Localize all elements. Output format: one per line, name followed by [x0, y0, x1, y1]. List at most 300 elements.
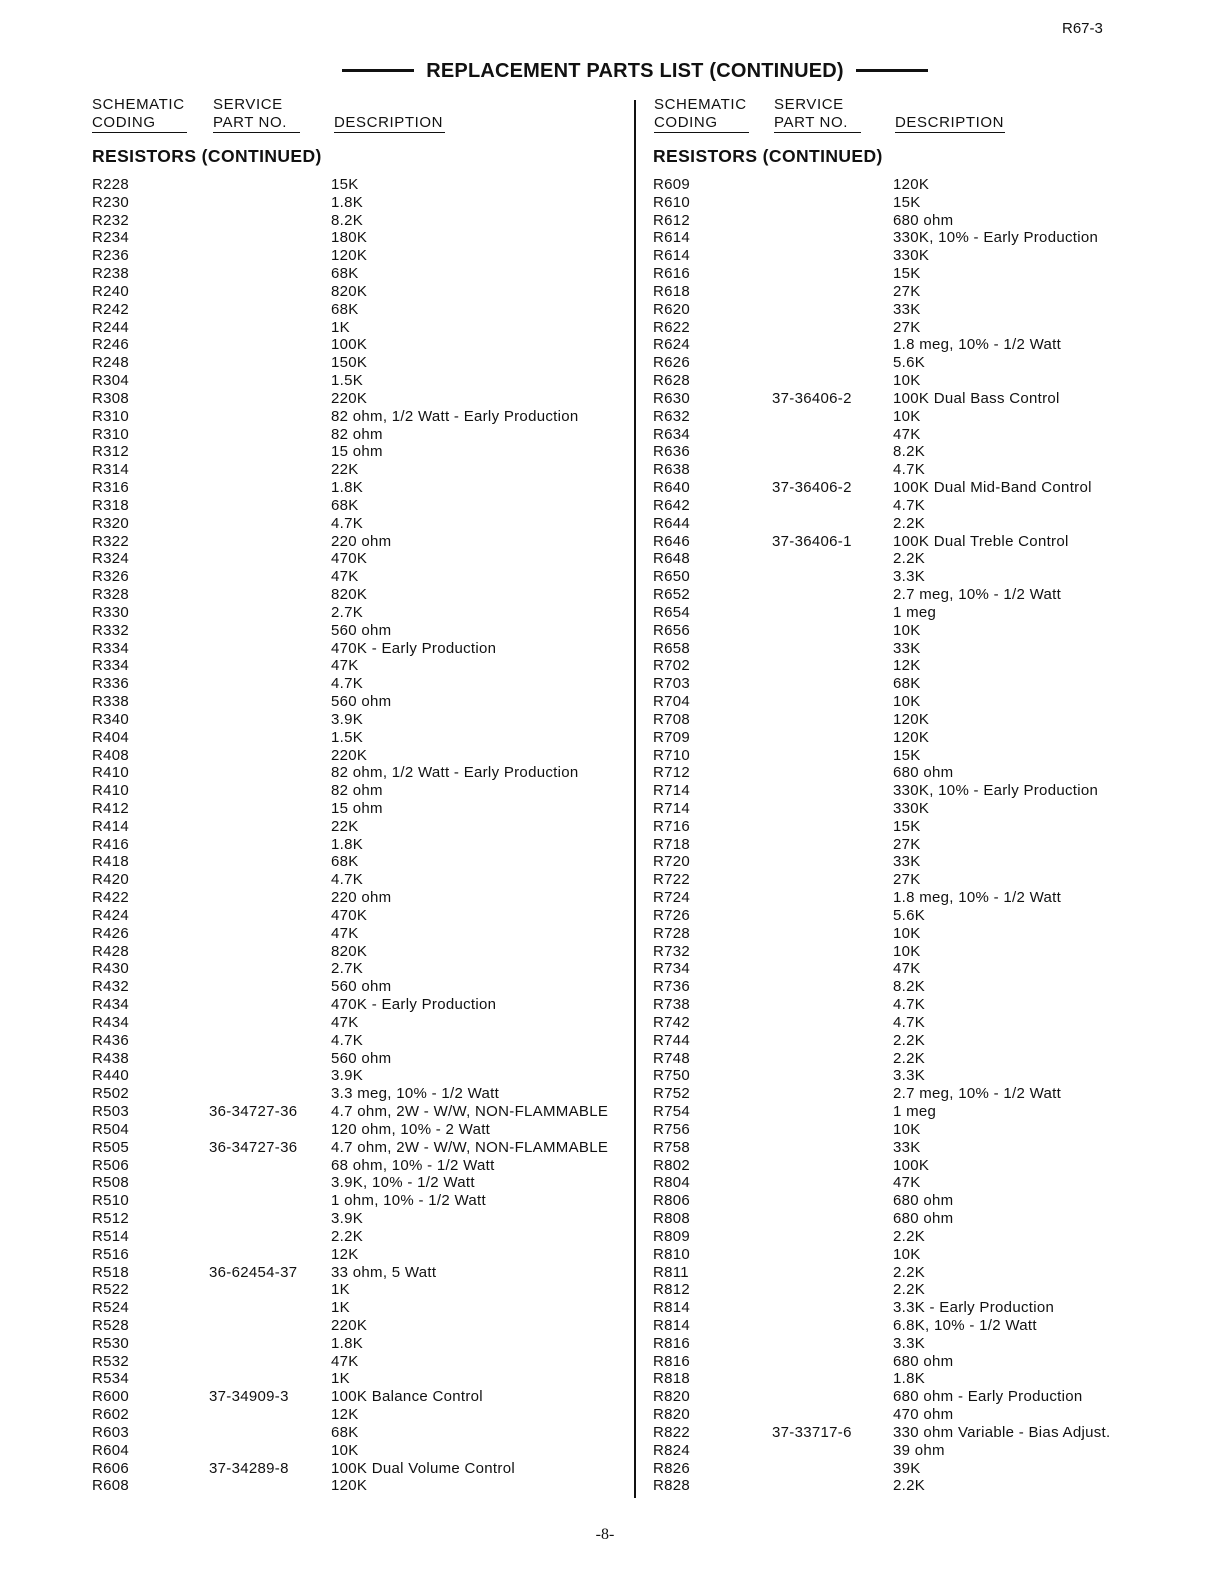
parts-row	[653, 1281, 1133, 1299]
schematic-code: R828	[653, 1477, 691, 1495]
parts-row	[653, 640, 1133, 658]
schematic-code: R654	[653, 603, 691, 621]
schematic-code: R312	[92, 443, 130, 461]
schematic-code: R228	[92, 176, 130, 193]
schematic-code: R614	[653, 229, 691, 247]
schematic-code: R609	[653, 176, 691, 193]
schematic-code: R336	[92, 675, 130, 693]
service-part-number: 37-36406-2	[772, 389, 852, 407]
part-description: 1.8K	[331, 1334, 364, 1352]
schematic-code: R820	[653, 1388, 691, 1406]
part-description: 470K - Early Production	[331, 996, 497, 1014]
part-description: 330K	[893, 247, 930, 265]
part-description: 5.6K	[893, 906, 926, 924]
parts-row	[92, 604, 627, 622]
parts-row	[92, 1388, 627, 1406]
parts-row	[92, 176, 627, 194]
parts-row	[92, 1032, 627, 1050]
schematic-code: R410	[92, 782, 130, 800]
service-part-number: 37-33717-6	[772, 1423, 852, 1441]
schematic-code: R232	[92, 211, 130, 229]
header-text: SCHEMATIC	[92, 96, 185, 113]
parts-row	[653, 1299, 1133, 1317]
schematic-code: R814	[653, 1299, 691, 1317]
schematic-code: R420	[92, 871, 130, 889]
part-description: 470K - Early Production	[331, 639, 497, 657]
schematic-code: R440	[92, 1067, 130, 1085]
schematic-code: R804	[653, 1174, 691, 1192]
part-description: 2.2K	[893, 1477, 926, 1495]
schematic-code: R522	[92, 1281, 130, 1299]
schematic-code: R412	[92, 799, 130, 817]
part-description: 4.7K	[893, 461, 926, 479]
schematic-code: R506	[92, 1156, 130, 1174]
parts-row	[653, 622, 1133, 640]
schematic-code: R658	[653, 639, 691, 657]
schematic-code: R818	[653, 1370, 691, 1388]
part-description: 27K	[893, 835, 921, 853]
schematic-code: R334	[92, 657, 130, 675]
schematic-code: R505	[92, 1138, 130, 1156]
part-description: 4.7K	[893, 1013, 926, 1031]
part-description: 15K	[893, 746, 921, 764]
schematic-code: R310	[92, 425, 130, 443]
part-description: 560 ohm	[331, 978, 392, 996]
parts-row	[92, 675, 627, 693]
part-description: 4.7 ohm, 2W - W/W, NON-FLAMMABLE	[331, 1103, 609, 1121]
part-description: 8.2K	[893, 443, 926, 461]
schematic-code: R638	[653, 461, 691, 479]
parts-row	[92, 978, 627, 996]
parts-row	[92, 1460, 627, 1478]
part-description: 220K	[331, 1317, 368, 1334]
parts-row	[92, 568, 627, 586]
parts-row	[653, 675, 1133, 693]
schematic-code: R652	[653, 586, 691, 604]
schematic-code: R324	[92, 550, 130, 568]
part-description: 3.3K	[893, 568, 926, 586]
part-description: 220K	[331, 389, 368, 407]
parts-row	[92, 1050, 627, 1068]
parts-row	[653, 943, 1133, 961]
part-description: 47K	[893, 1174, 921, 1192]
schematic-code: R808	[653, 1210, 691, 1228]
schematic-code: R240	[92, 282, 130, 300]
parts-row	[92, 925, 627, 943]
parts-row	[653, 194, 1133, 212]
parts-row	[92, 1174, 627, 1192]
parts-row	[653, 408, 1133, 426]
schematic-code: R608	[92, 1477, 130, 1495]
part-description: 100K Dual Mid-Band Control	[893, 479, 1092, 497]
part-description: 33 ohm, 5 Watt	[331, 1263, 437, 1281]
parts-row	[653, 372, 1133, 390]
schematic-code: R640	[653, 479, 691, 497]
schematic-code: R610	[653, 193, 691, 211]
part-description: 10K	[893, 942, 921, 960]
schematic-code: R724	[653, 889, 691, 907]
part-description: 1K	[331, 1299, 350, 1317]
parts-row	[653, 461, 1133, 479]
part-description: 68K	[331, 1423, 359, 1441]
parts-row	[92, 390, 627, 408]
parts-row	[653, 336, 1133, 354]
schematic-code: R634	[653, 425, 691, 443]
schematic-code: R816	[653, 1352, 691, 1370]
part-description: 1 meg	[893, 1103, 937, 1121]
schematic-code: R503	[92, 1103, 130, 1121]
header-text: DESCRIPTION	[334, 114, 444, 131]
schematic-code: R626	[653, 354, 691, 372]
parts-row	[92, 1157, 627, 1175]
part-description: 1.5K	[331, 728, 364, 746]
schematic-code: R622	[653, 318, 691, 336]
part-description: 330K	[893, 799, 930, 817]
part-description: 100K Dual Volume Control	[331, 1459, 515, 1477]
parts-row	[92, 729, 627, 747]
part-description: 3.9K	[331, 1067, 364, 1085]
schematic-code: R244	[92, 318, 130, 336]
schematic-code: R322	[92, 532, 130, 550]
part-description: 4.7K	[331, 1031, 364, 1049]
parts-row	[92, 497, 627, 515]
parts-row	[92, 1139, 627, 1157]
schematic-code: R534	[92, 1370, 130, 1388]
page-title-bar	[0, 60, 1221, 83]
schematic-code: R326	[92, 568, 130, 586]
parts-row	[92, 1246, 627, 1264]
schematic-code: R624	[653, 336, 691, 354]
parts-row	[653, 426, 1133, 444]
parts-row	[92, 1424, 627, 1442]
parts-row	[653, 1353, 1133, 1371]
schematic-code: R238	[92, 265, 130, 283]
part-description: 1 ohm, 10% - 1/2 Watt	[331, 1192, 486, 1210]
parts-row	[653, 265, 1133, 283]
schematic-code: R410	[92, 764, 130, 782]
part-description: 47K	[331, 657, 359, 675]
schematic-code: R714	[653, 782, 691, 800]
schematic-code: R756	[653, 1120, 691, 1138]
schematic-code: R340	[92, 710, 130, 728]
part-description: 100K	[893, 1156, 930, 1174]
parts-row	[92, 1335, 627, 1353]
part-description: 1K	[331, 318, 350, 336]
schematic-code: R408	[92, 746, 130, 764]
schematic-code: R732	[653, 942, 691, 960]
part-description: 680 ohm - Early Production	[893, 1388, 1083, 1406]
part-description: 22K	[331, 817, 359, 835]
part-description: 82 ohm, 1/2 Watt - Early Production	[331, 764, 579, 782]
part-description: 33K	[893, 853, 921, 871]
part-description: 82 ohm	[331, 782, 383, 800]
parts-row	[92, 194, 627, 212]
part-description: 10K	[893, 1120, 921, 1138]
parts-row	[92, 1299, 627, 1317]
schematic-code: R606	[92, 1459, 130, 1477]
parts-row	[92, 782, 627, 800]
schematic-coding-header	[654, 96, 749, 133]
part-description: 1K	[331, 1281, 350, 1299]
part-description: 3.3K	[893, 1334, 926, 1352]
parts-row	[653, 693, 1133, 711]
header-text: PART NO.	[213, 114, 300, 133]
parts-row	[92, 533, 627, 551]
parts-row	[92, 1103, 627, 1121]
schematic-code: R600	[92, 1388, 130, 1406]
part-description: 3.9K	[331, 1210, 364, 1228]
part-description: 100K Balance Control	[331, 1388, 483, 1406]
schematic-code: R316	[92, 479, 130, 497]
parts-row	[653, 212, 1133, 230]
schematic-code: R708	[653, 710, 691, 728]
part-description: 120 ohm, 10% - 2 Watt	[331, 1120, 491, 1138]
parts-column-left	[92, 96, 627, 1495]
parts-row	[92, 1067, 627, 1085]
schematic-code: R810	[653, 1245, 691, 1263]
schematic-code: R642	[653, 496, 691, 514]
part-description: 1.8 meg, 10% - 1/2 Watt	[893, 889, 1062, 907]
parts-row	[92, 871, 627, 889]
schematic-code: R736	[653, 978, 691, 996]
schematic-code: R528	[92, 1317, 130, 1334]
parts-row	[92, 354, 627, 372]
schematic-code: R812	[653, 1281, 691, 1299]
schematic-code: R434	[92, 996, 130, 1014]
part-description: 2.2K	[893, 1031, 926, 1049]
schematic-code: R644	[653, 514, 691, 532]
parts-row	[653, 1210, 1133, 1228]
parts-row	[92, 479, 627, 497]
title-rule-right	[856, 69, 928, 72]
schematic-code: R422	[92, 889, 130, 907]
schematic-code: R516	[92, 1245, 130, 1263]
schematic-code: R618	[653, 282, 691, 300]
schematic-code: R752	[653, 1085, 691, 1103]
parts-row	[653, 1067, 1133, 1085]
parts-row	[92, 1477, 627, 1495]
parts-row	[653, 568, 1133, 586]
parts-row	[653, 1264, 1133, 1282]
parts-row	[653, 1424, 1133, 1442]
parts-row	[653, 1317, 1133, 1335]
header-text: SERVICE	[774, 96, 844, 113]
part-description: 82 ohm	[331, 425, 383, 443]
part-description: 680 ohm	[893, 764, 954, 782]
parts-row	[92, 800, 627, 818]
part-description: 8.2K	[893, 978, 926, 996]
parts-row	[92, 319, 627, 337]
schematic-code: R811	[653, 1263, 689, 1281]
part-description: 1K	[331, 1370, 350, 1388]
part-description: 3.9K, 10% - 1/2 Watt	[331, 1174, 475, 1192]
schematic-code: R628	[653, 372, 691, 390]
parts-row	[653, 657, 1133, 675]
schematic-code: R404	[92, 728, 130, 746]
part-description: 2.7 meg, 10% - 1/2 Watt	[893, 586, 1062, 604]
schematic-code: R656	[653, 621, 691, 639]
schematic-code: R816	[653, 1334, 691, 1352]
parts-list	[653, 176, 1133, 1495]
part-description: 2.7 meg, 10% - 1/2 Watt	[893, 1085, 1062, 1103]
schematic-code: R632	[653, 407, 691, 425]
parts-row	[653, 533, 1133, 551]
parts-row	[92, 889, 627, 907]
part-description: 820K	[331, 282, 368, 300]
schematic-code: R532	[92, 1352, 130, 1370]
description-header	[334, 114, 445, 133]
part-description: 1.5K	[331, 372, 364, 390]
part-description: 2.2K	[893, 514, 926, 532]
part-description: 120K	[893, 728, 930, 746]
part-description: 560 ohm	[331, 693, 392, 711]
section-title: RESISTORS (CONTINUED)	[653, 146, 883, 166]
schematic-code: R718	[653, 835, 691, 853]
service-part-number: 37-36406-1	[772, 532, 852, 550]
schematic-code: R332	[92, 621, 130, 639]
part-description: 100K Dual Bass Control	[893, 389, 1060, 407]
service-part-number: 37-34289-8	[209, 1459, 289, 1477]
part-description: 5.6K	[893, 354, 926, 372]
schematic-code: R712	[653, 764, 691, 782]
header-text: SERVICE	[213, 96, 283, 113]
parts-row	[92, 1370, 627, 1388]
part-description: 15K	[331, 176, 359, 193]
schematic-code: R738	[653, 996, 691, 1014]
part-description: 12K	[331, 1406, 359, 1424]
part-description: 22K	[331, 461, 359, 479]
schematic-code: R630	[653, 389, 691, 407]
service-part-number: 36-62454-37	[209, 1263, 298, 1281]
part-description: 2.2K	[331, 1227, 364, 1245]
schematic-code: R802	[653, 1156, 691, 1174]
parts-row	[92, 747, 627, 765]
parts-row	[92, 657, 627, 675]
part-description: 4.7K	[893, 496, 926, 514]
part-description: 82 ohm, 1/2 Watt - Early Production	[331, 407, 579, 425]
parts-row	[653, 889, 1133, 907]
parts-row	[653, 1335, 1133, 1353]
schematic-code: R742	[653, 1013, 691, 1031]
column-header	[92, 96, 627, 140]
schematic-code: R636	[653, 443, 691, 461]
parts-row	[653, 1157, 1133, 1175]
part-description: 10K	[893, 407, 921, 425]
parts-row	[92, 426, 627, 444]
part-description: 4.7K	[893, 996, 926, 1014]
schematic-code: R330	[92, 603, 130, 621]
parts-row	[653, 283, 1133, 301]
schematic-code: R602	[92, 1406, 130, 1424]
parts-row	[92, 711, 627, 729]
parts-row	[92, 515, 627, 533]
schematic-code: R248	[92, 354, 130, 372]
part-description: 4.7K	[331, 514, 364, 532]
schematic-code: R704	[653, 693, 691, 711]
part-description: 470K	[331, 550, 368, 568]
part-description: 68 ohm, 10% - 1/2 Watt	[331, 1156, 495, 1174]
schematic-code: R603	[92, 1423, 130, 1441]
parts-row	[653, 978, 1133, 996]
header-text: SCHEMATIC	[654, 96, 747, 113]
schematic-code: R424	[92, 906, 130, 924]
part-description: 120K	[331, 247, 368, 265]
part-description: 47K	[331, 1352, 359, 1370]
schematic-code: R426	[92, 924, 130, 942]
schematic-code: R438	[92, 1049, 130, 1067]
parts-row	[92, 461, 627, 479]
part-description: 2.2K	[893, 1281, 926, 1299]
service-part-number: 36-34727-36	[209, 1103, 298, 1121]
schematic-code: R310	[92, 407, 130, 425]
part-description: 820K	[331, 586, 368, 604]
parts-row	[92, 550, 627, 568]
schematic-code: R620	[653, 300, 691, 318]
parts-row	[92, 764, 627, 782]
part-description: 1.8K	[331, 835, 364, 853]
header-text: CODING	[654, 114, 749, 133]
part-description: 2.7K	[331, 603, 364, 621]
part-description: 100K	[331, 336, 368, 354]
part-description: 150K	[331, 354, 368, 372]
parts-row	[92, 283, 627, 301]
parts-row	[653, 1460, 1133, 1478]
part-description: 33K	[893, 639, 921, 657]
part-description: 47K	[893, 425, 921, 443]
parts-row	[92, 336, 627, 354]
parts-row	[653, 1477, 1133, 1495]
schematic-code: R612	[653, 211, 691, 229]
part-description: 4.7 ohm, 2W - W/W, NON-FLAMMABLE	[331, 1138, 609, 1156]
part-description: 27K	[893, 871, 921, 889]
part-description: 15K	[893, 817, 921, 835]
part-description: 10K	[893, 1245, 921, 1263]
parts-row	[92, 586, 627, 604]
part-description: 220K	[331, 746, 368, 764]
parts-row	[653, 1388, 1133, 1406]
parts-row	[92, 836, 627, 854]
parts-row	[653, 1442, 1133, 1460]
part-description: 68K	[331, 300, 359, 318]
part-description: 3.9K	[331, 710, 364, 728]
parts-row	[92, 1192, 627, 1210]
schematic-code: R716	[653, 817, 691, 835]
schematic-code: R809	[653, 1227, 691, 1245]
parts-row	[653, 247, 1133, 265]
part-description: 47K	[331, 924, 359, 942]
schematic-code: R744	[653, 1031, 691, 1049]
parts-row	[653, 1103, 1133, 1121]
part-description: 27K	[893, 282, 921, 300]
schematic-code: R710	[653, 746, 691, 764]
schematic-code: R616	[653, 265, 691, 283]
part-description: 2.2K	[893, 550, 926, 568]
schematic-code: R416	[92, 835, 130, 853]
schematic-code: R758	[653, 1138, 691, 1156]
parts-row	[92, 265, 627, 283]
parts-row	[653, 1085, 1133, 1103]
part-description: 15K	[893, 193, 921, 211]
schematic-code: R518	[92, 1263, 130, 1281]
schematic-code: R750	[653, 1067, 691, 1085]
column-divider	[634, 100, 636, 1498]
schematic-coding-header	[92, 96, 187, 133]
header-text: CODING	[92, 114, 187, 133]
part-description: 820K	[331, 942, 368, 960]
part-description: 47K	[331, 568, 359, 586]
part-description: 33K	[893, 300, 921, 318]
schematic-code: R418	[92, 853, 130, 871]
